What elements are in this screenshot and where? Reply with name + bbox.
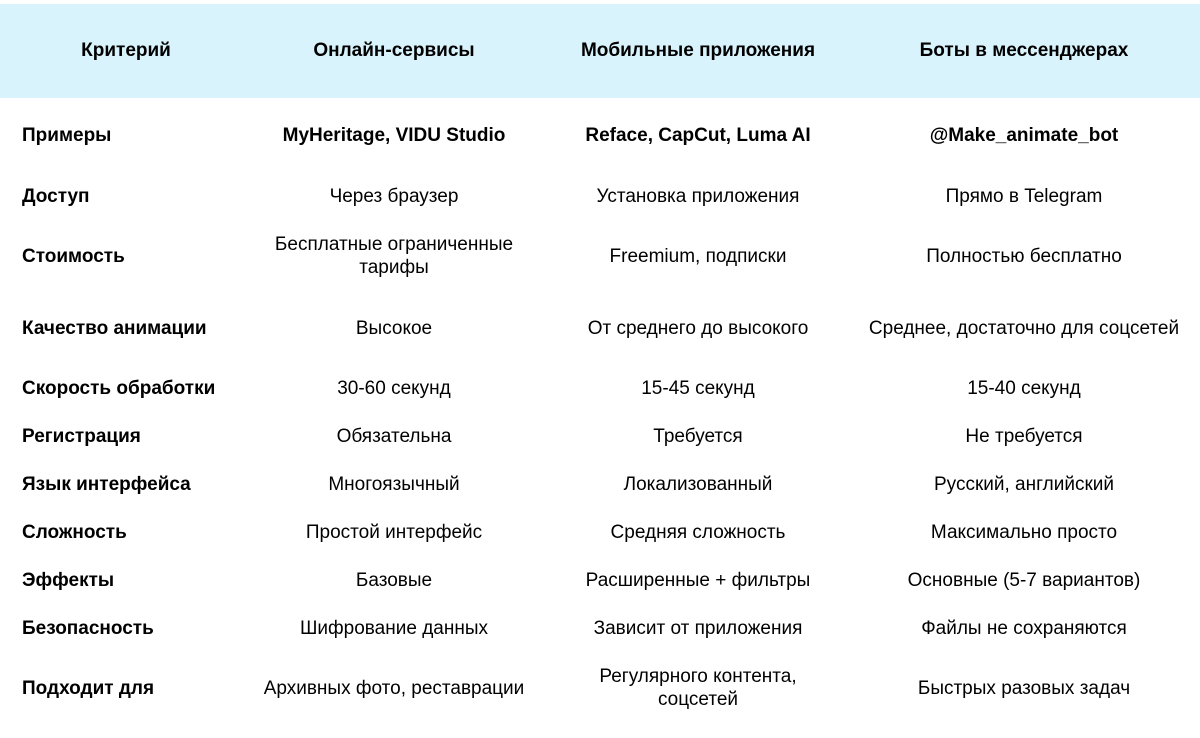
table-row-registration <box>0 412 1200 460</box>
header-criterion: Критерий <box>81 40 171 61</box>
header-mobile-apps: Мобильные приложения <box>580 40 816 61</box>
row-label: Язык интерфейса <box>22 473 191 495</box>
cell-mobile: Локализованный <box>623 473 773 495</box>
cell-online: Высокое <box>355 317 433 339</box>
cell-online: Простой интерфейс <box>305 521 483 543</box>
cell-mobile: Зависит от приложения <box>593 617 803 639</box>
table-row-interface-language <box>0 460 1200 508</box>
cell-mobile: 15-45 секунд <box>641 377 755 399</box>
cell-online: Шифрование данных <box>300 617 488 639</box>
row-label: Примеры <box>22 124 112 146</box>
cell-bots: Основные (5-7 вариантов) <box>907 569 1141 591</box>
row-label: Подходит для <box>22 677 155 699</box>
cell-bots: Не требуется <box>965 425 1083 447</box>
row-label: Безопасность <box>22 617 154 639</box>
cell-mobile: Средняя сложность <box>610 521 786 543</box>
table-row-processing-speed <box>0 364 1200 412</box>
cell-bots: @Make_animate_bot <box>929 124 1119 146</box>
table-row-cost <box>0 220 1200 292</box>
cell-online: Базовые <box>355 569 433 591</box>
table-row-security <box>0 604 1200 652</box>
row-label: Регистрация <box>22 425 141 447</box>
cell-bots: Максимально просто <box>930 521 1118 543</box>
cell-mobile: Расширенные + фильтры <box>585 569 811 591</box>
cell-online: Обязательна <box>336 425 452 447</box>
row-label: Качество анимации <box>22 317 207 339</box>
table-header <box>0 4 1200 98</box>
cell-online: Многоязычный <box>328 473 460 495</box>
cell-mobile: Требуется <box>653 425 743 447</box>
cell-bots: Русский, английский <box>934 473 1114 495</box>
header-online-services: Онлайн-сервисы <box>313 40 475 61</box>
cell-online: 30-60 секунд <box>337 377 451 399</box>
cell-bots: Быстрых разовых задач <box>917 677 1131 699</box>
cell-online: Через браузер <box>329 185 459 207</box>
table-row-access <box>0 172 1200 220</box>
cell-mobile: От среднего до высокого <box>587 317 809 339</box>
row-label: Стоимость <box>22 245 125 267</box>
cell-mobile: Регулярного контента, соцсетей <box>599 666 797 710</box>
table-body <box>0 98 1200 724</box>
cell-bots: Прямо в Telegram <box>945 185 1103 207</box>
cell-mobile: Freemium, подписки <box>609 245 787 267</box>
comparison-table <box>0 4 1200 724</box>
cell-bots: 15-40 секунд <box>967 377 1081 399</box>
table-row-effects <box>0 556 1200 604</box>
cell-online: MyHeritage, VIDU Studio <box>282 124 506 146</box>
cell-bots: Среднее, достаточно для соцсетей <box>868 317 1180 339</box>
table-row-examples <box>0 98 1200 172</box>
row-label: Доступ <box>22 185 90 207</box>
cell-online: Архивных фото, реставрации <box>263 677 525 699</box>
cell-bots: Файлы не сохраняются <box>921 617 1127 639</box>
row-label: Скорость обработки <box>22 377 216 399</box>
row-label: Сложность <box>22 521 127 543</box>
cell-bots: Полностью бесплатно <box>926 245 1122 267</box>
row-label: Эффекты <box>22 569 115 591</box>
table-row-complexity <box>0 508 1200 556</box>
table-row-suitable-for <box>0 652 1200 724</box>
cell-mobile: Reface, CapCut, Luma AI <box>585 124 811 146</box>
header-messenger-bots: Боты в мессенджерах <box>919 40 1129 61</box>
cell-online: Бесплатные ограниченные тарифы <box>274 234 514 278</box>
header-row <box>0 4 1200 98</box>
table-row-animation-quality <box>0 292 1200 364</box>
cell-mobile: Установка приложения <box>596 185 800 207</box>
